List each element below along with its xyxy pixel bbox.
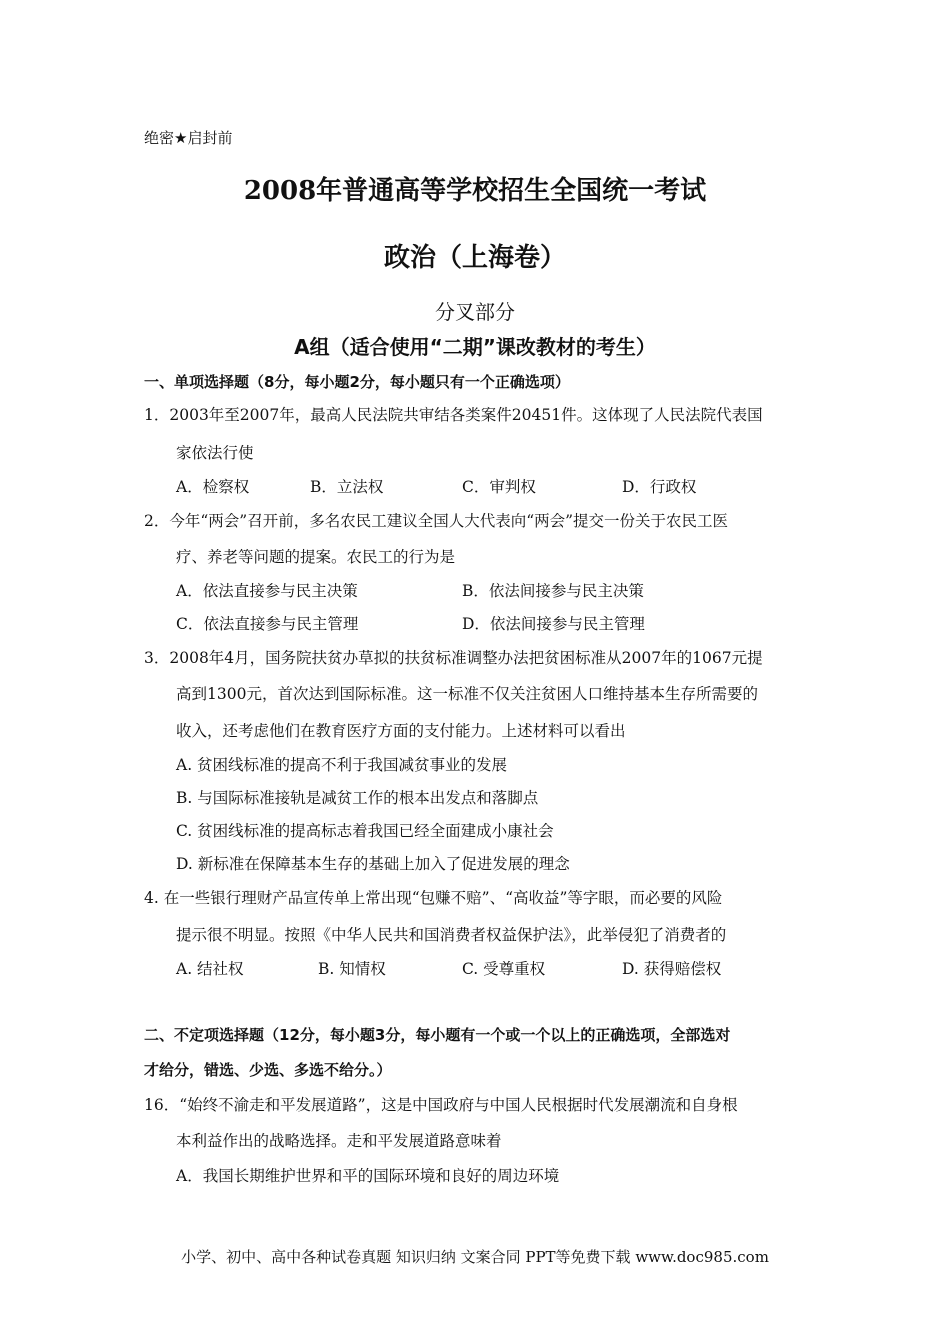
exam-subtitle: 政治（上海卷） [383,243,566,273]
question-line: 本利益作出的战略选择。走和平发展道路意味着 [176,1132,502,1150]
option: D．依法间接参与民主管理 [462,615,645,633]
option: A．依法直接参与民主决策 [176,582,358,600]
option: A．我国长期维护世界和平的国际环境和良好的周边环境 [176,1167,560,1185]
exam-title: 2008年普通高等学校招生全国统一考试 [243,176,707,206]
option: A. 结社权 [176,960,244,978]
page-footer: 小学、初中、高中各种试卷真题 知识归纳 文案合同 PPT等免费下载 www.doc985.com [181,1248,769,1266]
option: C．依法直接参与民主管理 [176,615,359,633]
section1-heading: 一、单项选择题（8分，每小题2分，每小题只有一个正确选项） [144,373,570,391]
confidential-mark: 绝密★启封前 [144,129,233,147]
question-line: 4. 在一些银行理财产品宣传单上常出现“包赚不赔”、“高收益”等字眼，而必要的风险 [144,889,723,907]
question-line: 提示很不明显。按照《中华人民共和国消费者权益保护法》，此举侵犯了消费者的 [176,926,727,944]
option: C．审判权 [462,478,536,496]
option: D. 获得赔偿权 [622,960,722,978]
option: C. 受尊重权 [462,960,546,978]
option: D．行政权 [622,478,697,496]
question-line: 收入，还考虑他们在教育医疗方面的支付能力。上述材料可以看出 [176,722,626,740]
option: A. 贫困线标准的提高不利于我国减贫事业的发展 [176,756,508,774]
option: B．立法权 [310,478,384,496]
option: D. 新标准在保障基本生存的基础上加入了促进发展的理念 [176,855,570,873]
question-line: 疗、养老等问题的提案。农民工的行为是 [176,548,456,566]
question-line: 16．“始终不渝走和平发展道路”，这是中国政府与中国人民根据时代发展潮流和自身根 [144,1096,738,1114]
question-line: 家依法行使 [176,444,254,462]
section2-heading-cont: 才给分，错选、少选、多选不给分。） [144,1061,392,1079]
group-heading: A组（适合使用“二期”课改教材的考生） [294,335,656,359]
option: B. 与国际标准接轨是减贫工作的根本出发点和落脚点 [176,789,539,807]
question-line: 2．今年“两会”召开前，多名农民工建议全国人大代表向“两会”提交一份关于农民工医 [144,512,729,530]
option: A．检察权 [176,478,250,496]
question-line: 3．2008年4月，国务院扶贫办草拟的扶贫标准调整办法把贫困标准从2007年的1067元提 [144,649,763,667]
option: C. 贫困线标准的提高标志着我国已经全面建成小康社会 [176,822,554,840]
question-line: 1．2003年至2007年，最高人民法院共审结各类案件20451件。这体现了人民法院代表国 [144,406,763,424]
option: B. 知情权 [318,960,386,978]
option: B．依法间接参与民主决策 [462,582,644,600]
part-heading: 分叉部分 [435,300,515,324]
section2-heading: 二、不定项选择题（12分，每小题3分，每小题有一个或一个以上的正确选项，全部选对 [144,1026,731,1044]
question-line: 高到1300元，首次达到国际标准。这一标准不仅关注贫困人口维持基本生存所需要的 [176,685,758,703]
